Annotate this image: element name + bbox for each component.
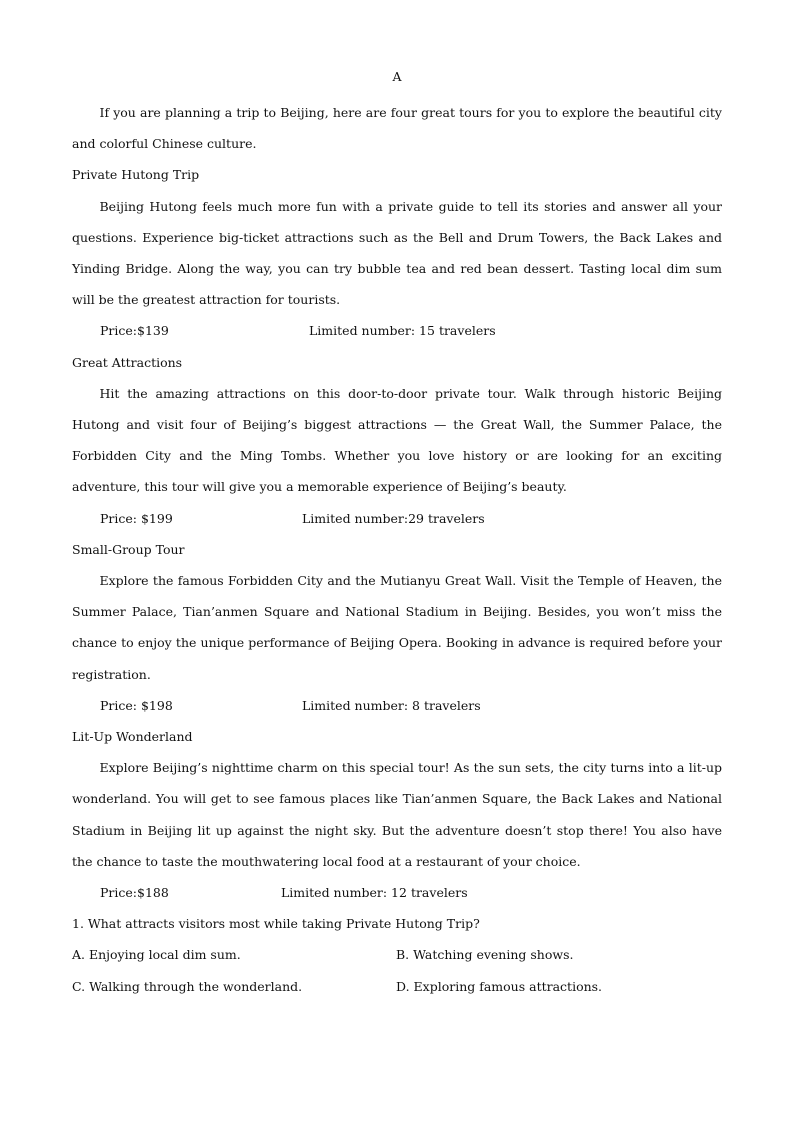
question-block [72,908,722,1002]
tour-price: Price: $199 [100,510,173,526]
options-row-2 [72,971,722,1002]
tour-price: Price:$188 [100,885,169,901]
tour-small-group-tour [72,534,722,721]
tour-description: Explore the famous Forbidden City and the Mutianyu Great Wall. Visit the Temple of Heaven, the Summer Palace, Tian’anmen Square and National Stadium in Beijing. Besides, you won’t miss the chance to enjoy the unique performance of Beijing Opera. Booking in advance is required before your registration. [72,573,722,682]
tour-lit-up-wonderland [72,721,722,908]
tour-heading: Lit-Up Wonderland [72,729,193,745]
tour-price-line [72,690,722,721]
tour-limit: Limited number: 8 travelers [302,697,481,713]
tour-description: Beijing Hutong feels much more fun with a private guide to tell its stories and answer all your questions. Experience big-ticket attractions such as the Bell and Drum Towers, the Back Lakes and Yinding Bridge. Along the way, you can try bubble tea and red bean dessert. Tasting local dim sum will be the greatest attraction for tourists. [72,198,722,308]
option-b: B. Watching evening shows. [396,947,574,963]
tour-description: Hit the amazing attractions on this door-to-door private tour. Walk through historic Beijing Hutong and visit four of Beijing’s biggest attractions — the Great Wall, the Summer Palace, the Forbidden City and the Ming Tombs. Whether you love history or are looking for an exciting adventure, this tour will give you a memorable experience of Beijing’s beauty. [72,385,722,495]
tour-great-attractions [72,347,722,534]
tour-price-line [72,315,722,346]
tour-price-line [72,503,722,534]
options-row-1 [72,939,722,970]
tour-limit: Limited number: 15 travelers [309,323,496,339]
tour-heading: Small-Group Tour [72,541,185,557]
option-d: D. Exploring famous attractions. [396,978,603,994]
tour-price-line [72,877,722,908]
tour-price: Price:$139 [100,323,169,339]
question-text: 1. What attracts visitors most while taking Private Hutong Trip? [72,916,480,932]
tour-heading: Great Attractions [72,354,183,370]
intro-paragraph: If you are planning a trip to Beijing, here are four great tours for you to explore the beautiful city and colorful Chinese culture. [72,105,722,152]
tour-description: Explore Beijing’s nighttime charm on this special tour! As the sun sets, the city turns into a lit-up wonderland. You will get to see famous places like Tian’anmen Square, the Back Lakes and National Stadium in Beijing lit up against the night sky. But the adventure doesn’t stop there! You also have the chance to taste the mouthwatering local food at a restaurant of your choice. [72,760,722,869]
tour-limit: Limited number: 12 travelers [281,885,468,901]
section-label: A [392,69,402,84]
tour-price: Price: $198 [100,697,173,713]
option-a: A. Enjoying local dim sum. [72,947,241,963]
option-c: C. Walking through the wonderland. [72,978,303,994]
tour-private-hutong-trip [72,159,722,346]
document-page [72,66,722,1002]
tour-heading: Private Hutong Trip [72,167,200,183]
tour-limit: Limited number:29 travelers [302,510,485,526]
